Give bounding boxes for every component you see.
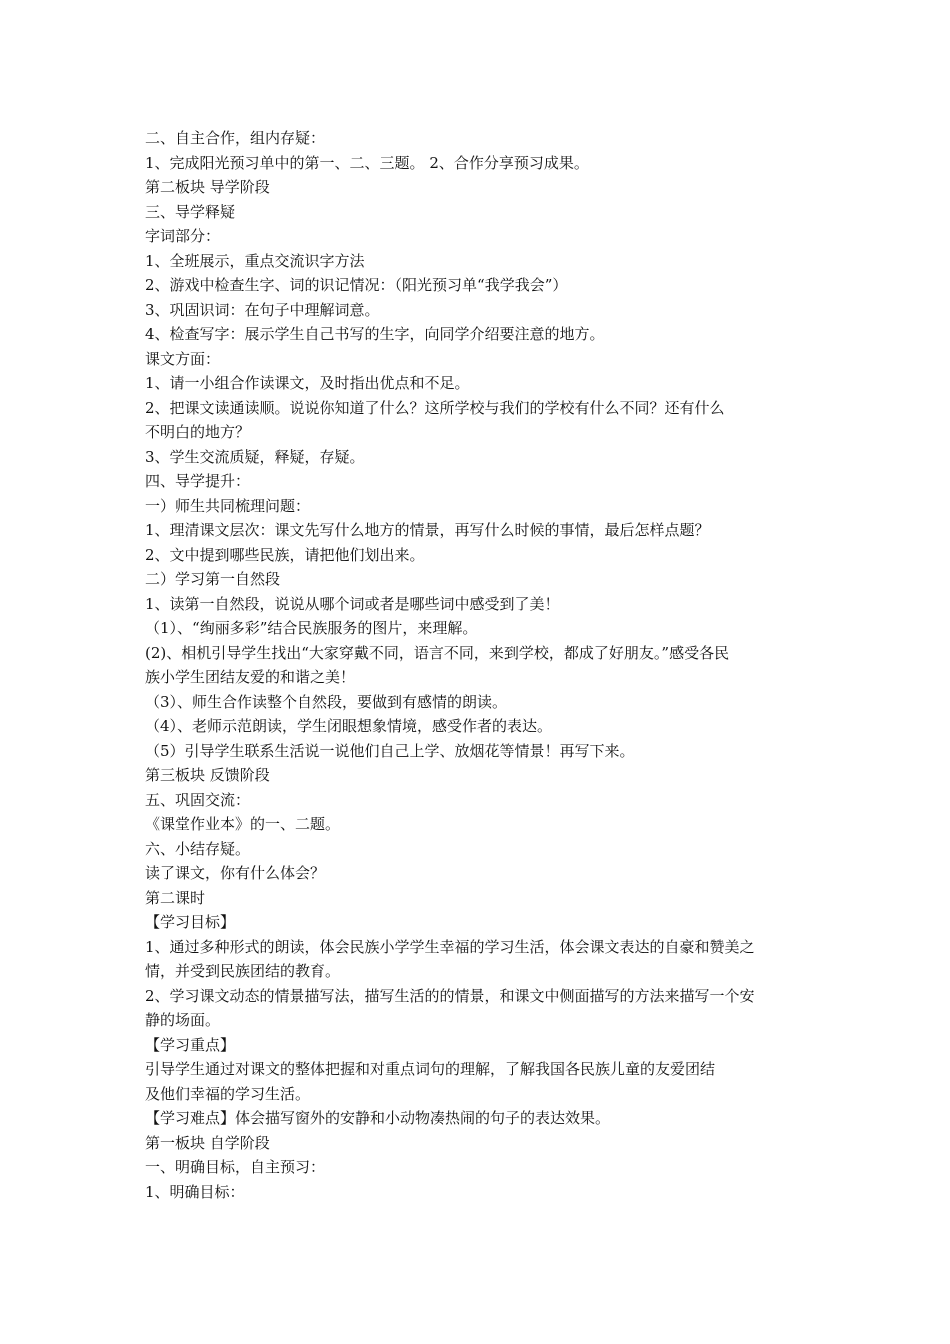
text-line: 四、导学提升： xyxy=(145,472,251,490)
text-line: 2、游戏中检查生字、词的识记情况：（阳光预习单“我学我会”） xyxy=(145,276,568,294)
text-line: 1、明确目标： xyxy=(145,1182,245,1201)
text-line: 【学习目标】 xyxy=(145,913,236,931)
text-line: 4、检查写字：展示学生自己书写的生字，向同学介绍要注意的地方。 xyxy=(145,325,605,343)
text-line: 第二板块 导学阶段 xyxy=(145,178,270,196)
text-line: 课文方面： xyxy=(145,349,221,368)
text-line: 1、完成阳光预习单中的第一、二、三题。 2、合作分享预习成果。 xyxy=(145,153,589,172)
text-line: （3）、师生合作读整个自然段，要做到有感情的朗读。 xyxy=(145,692,508,711)
text-line: 【学习难点】体会描写窗外的安静和小动物凑热闹的句子的表达效果。 xyxy=(145,1109,611,1127)
text-line: 第三板块 反馈阶段 xyxy=(145,766,270,784)
text-line: 2、文中提到哪些民族，请把他们划出来。 xyxy=(145,545,425,564)
text-line: 及他们幸福的学习生活。 xyxy=(145,1084,311,1103)
text-line: 不明白的地方？ xyxy=(145,423,251,441)
text-line: 1、读第一自然段，说说从哪个词或者是哪些词中感受到了美！ xyxy=(145,594,560,613)
text-line: 二、自主合作，组内存疑： xyxy=(145,129,326,147)
text-line: 2、把课文读通读顺。说说你知道了什么？这所学校与我们的学校有什么不同？还有什么 xyxy=(145,398,725,417)
text-line: 《课堂作业本》的一、二题。 xyxy=(145,815,341,833)
text-line: 静的场面。 xyxy=(145,1011,221,1029)
text-line: 引导学生通过对课文的整体把握和对重点词句的理解，了解我国各民族儿童的友爱团结 xyxy=(145,1060,716,1078)
text-line: 一）师生共同梳理问题： xyxy=(145,496,311,515)
text-line: 情，并受到民族团结的教育。 xyxy=(145,962,341,980)
text-line: 字词部分： xyxy=(145,227,221,245)
text-line: 1、理清课文层次：课文先写什么地方的情景，再写什么时候的事情，最后怎样点题？ xyxy=(145,521,710,539)
text-line: （5）引导学生联系生活说一说他们自己上学、放烟花等情景！再写下来。 xyxy=(145,741,635,760)
text-line: (2)、相机引导学生找出“大家穿戴不同，语言不同，来到学校，都成了好朋友。”感受各民 xyxy=(145,643,730,662)
text-line: 一、明确目标，自主预习： xyxy=(145,1158,326,1176)
text-line: 第二课时 xyxy=(145,888,206,907)
text-line: 3、巩固识词：在句子中理解词意。 xyxy=(145,300,380,319)
text-line: 1、请一小组合作读课文，及时指出优点和不足。 xyxy=(145,374,470,392)
text-line: 族小学生团结友爱的和谐之美！ xyxy=(145,668,356,686)
text-line: 3、学生交流质疑，释疑，存疑。 xyxy=(145,447,365,466)
text-line: 读了课文，你有什么体会？ xyxy=(145,864,326,882)
text-line: 【学习重点】 xyxy=(145,1035,236,1054)
text-line: 二）学习第一自然段 xyxy=(145,570,281,588)
text-line: 三、导学释疑 xyxy=(145,202,236,221)
text-line: （1）、“绚丽多彩”结合民族服务的图片，来理解。 xyxy=(145,619,478,637)
text-line: （4）、老师示范朗读，学生闭眼想象情境，感受作者的表达。 xyxy=(145,717,553,735)
text-line: 1、通过多种形式的朗读，体会民族小学学生幸福的学习生活，体会课文表达的自豪和赞美之 xyxy=(145,937,755,956)
text-line: 1、全班展示，重点交流识字方法 xyxy=(145,251,365,270)
text-line: 五、巩固交流： xyxy=(145,790,251,809)
text-line: 第一板块 自学阶段 xyxy=(145,1133,270,1152)
text-line: 2、学习课文动态的情景描写法，描写生活的的情景，和课文中侧面描写的方法来描写一个安 xyxy=(145,986,755,1005)
text-line: 六、小结存疑。 xyxy=(145,839,251,858)
